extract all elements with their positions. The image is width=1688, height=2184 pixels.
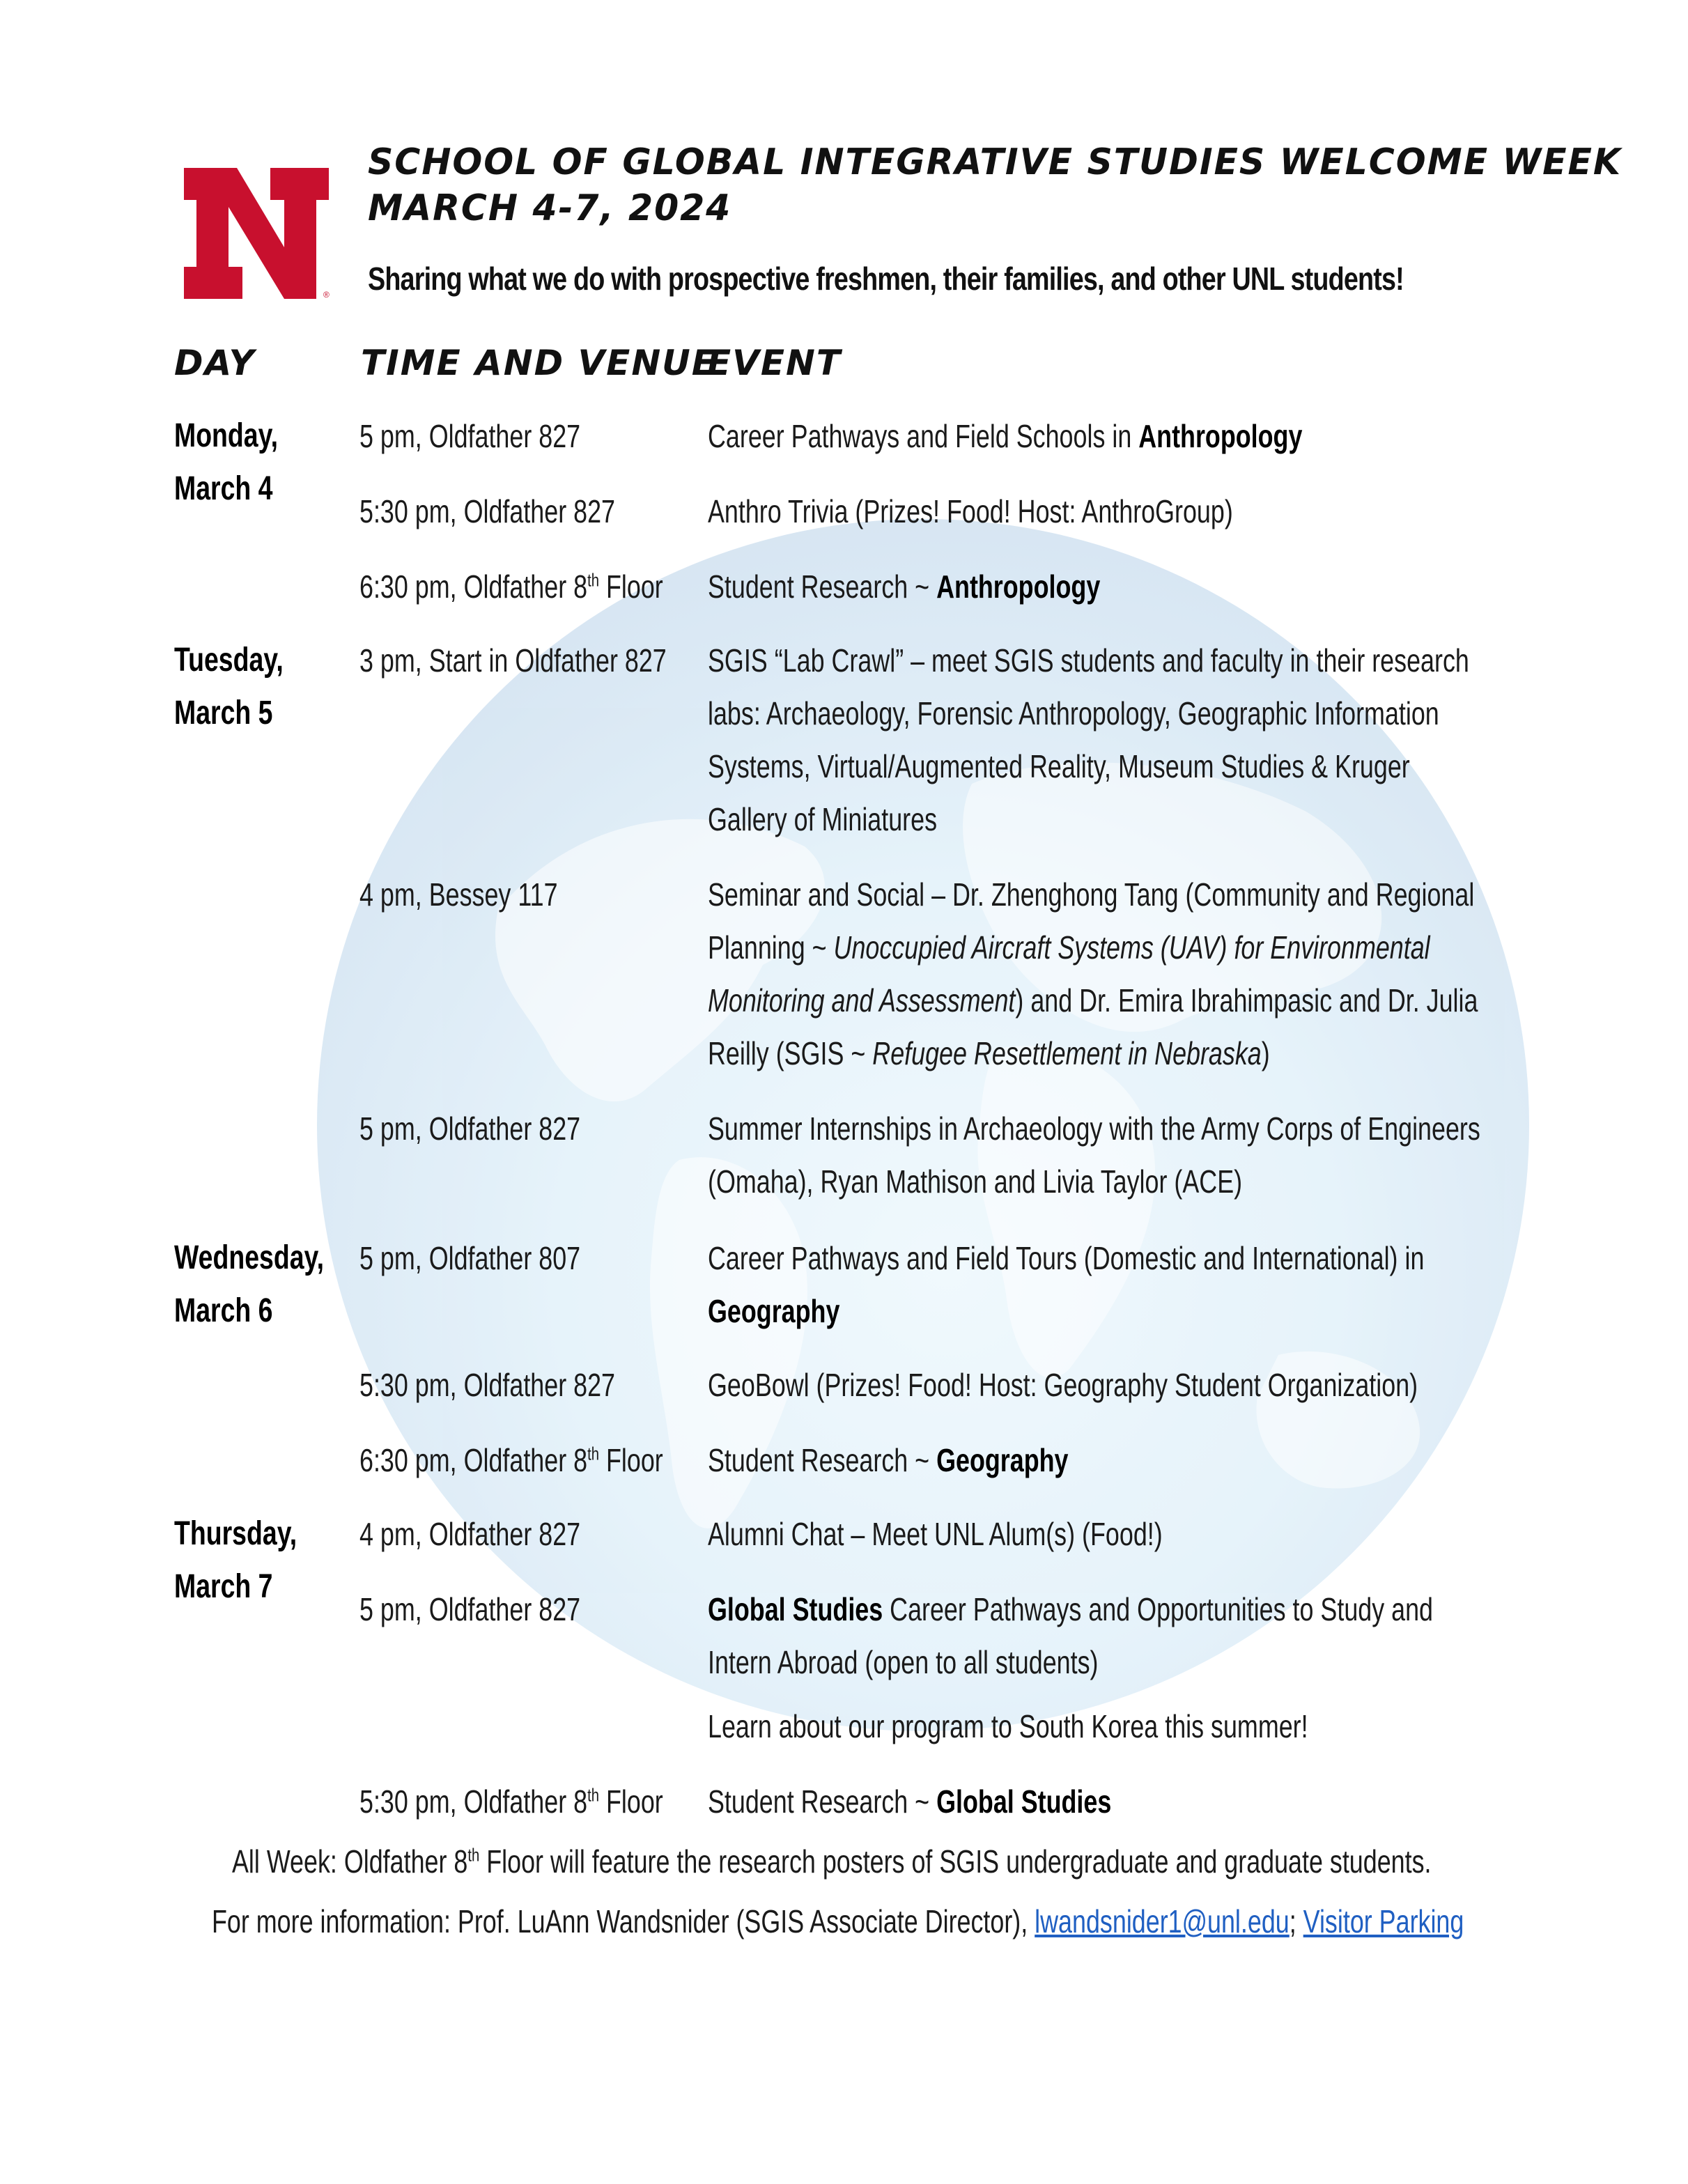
event-description: Summer Internships in Archaeology with the Army Corps of Engineers (Omaha), Ryan Mathison and Livia Taylor (ACE)	[708, 1110, 1480, 1200]
day-wednesday: Wednesday, March 6	[174, 1239, 325, 1329]
event-description: SGIS “Lab Crawl” – meet SGIS students and faculty in their research labs: Archaeology, Forensic Anthropology, Geographic Information Systems, Virtual/Augmented Reality, Museum Studies & Kruger Gallery of Miniatures	[708, 642, 1469, 837]
page-title	[368, 139, 1622, 231]
event-time-venue: 6:30 pm, Oldfather 8th Floor	[359, 1442, 663, 1478]
event-description: Seminar and Social – Dr. Zhenghong Tang (Community and Regional Planning ~ Unoccupied Aircraft Systems (UAV) for Environmental Monitoring and Assessment) and Dr. Emira Ibrahimpasic and Dr. Julia Reilly (SGIS ~ Refugee Resettlement in Nebraska)	[708, 876, 1478, 1071]
footer-more-info: For more information: Prof. LuAnn Wandsnider (SGIS Associate Director), lwandsnider1@unl.edu; Visitor Parking	[212, 1903, 1464, 1939]
visitor-parking-link[interactable]: Visitor Parking	[1303, 1903, 1464, 1939]
registered-mark: ®	[323, 290, 330, 300]
day-monday: Monday, March 4	[174, 417, 279, 507]
event-description: Student Research ~ Geography	[708, 1442, 1069, 1478]
event-description: Student Research ~ Anthropology	[708, 568, 1101, 605]
event-description: GeoBowl (Prizes! Food! Host: Geography Student Organization)	[708, 1367, 1418, 1403]
day-tuesday: Tuesday, March 5	[174, 642, 284, 731]
column-header-time-venue: TIME AND VENUE	[361, 343, 717, 383]
title-line-2: MARCH 4-7, 2024	[368, 187, 732, 229]
event-time-venue: 6:30 pm, Oldfather 8th Floor	[359, 568, 663, 605]
footer-all-week: All Week: Oldfather 8th Floor will feature the research posters of SGIS undergraduate and graduate students.	[232, 1843, 1432, 1880]
email-link[interactable]: lwandsnider1@unl.edu	[1035, 1903, 1290, 1939]
event-time-venue: 3 pm, Start in Oldfather 827	[359, 642, 667, 679]
day-thursday: Thursday, March 7	[174, 1515, 297, 1605]
event-description: Global Studies Career Pathways and Opportunities to Study and Intern Abroad (open to all students)	[708, 1591, 1434, 1680]
event-time-venue: 5:30 pm, Oldfather 827	[359, 493, 616, 529]
event-description: Student Research ~ Global Studies	[708, 1783, 1112, 1820]
subtitle: Sharing what we do with prospective freshmen, their families, and other UNL students!	[368, 261, 1404, 297]
event-time-venue: 5:30 pm, Oldfather 827	[359, 1367, 616, 1403]
event-time-venue: 5 pm, Oldfather 827	[359, 1110, 581, 1147]
column-header-day: DAY	[174, 343, 256, 383]
event-note: Learn about our program to South Korea this summer!	[708, 1708, 1308, 1744]
event-time-venue: 5:30 pm, Oldfather 8th Floor	[359, 1783, 663, 1820]
event-time-venue: 5 pm, Oldfather 807	[359, 1240, 581, 1276]
column-header-event: EVENT	[707, 343, 842, 383]
event-time-venue: 4 pm, Oldfather 827	[359, 1516, 581, 1552]
nebraska-n-logo	[180, 164, 333, 303]
event-time-venue: 5 pm, Oldfather 827	[359, 418, 581, 454]
event-time-venue: 4 pm, Bessey 117	[359, 876, 558, 913]
event-time-venue: 5 pm, Oldfather 827	[359, 1591, 581, 1627]
event-description: Anthro Trivia (Prizes! Food! Host: AnthroGroup)	[708, 493, 1233, 529]
event-description: Career Pathways and Field Tours (Domestic and International) in Geography	[708, 1240, 1425, 1329]
event-description: Alumni Chat – Meet UNL Alum(s) (Food!)	[708, 1516, 1163, 1552]
title-line-1: SCHOOL OF GLOBAL INTEGRATIVE STUDIES WELCOME WEEK	[368, 141, 1622, 183]
event-description: Career Pathways and Field Schools in Anthropology	[708, 418, 1303, 454]
